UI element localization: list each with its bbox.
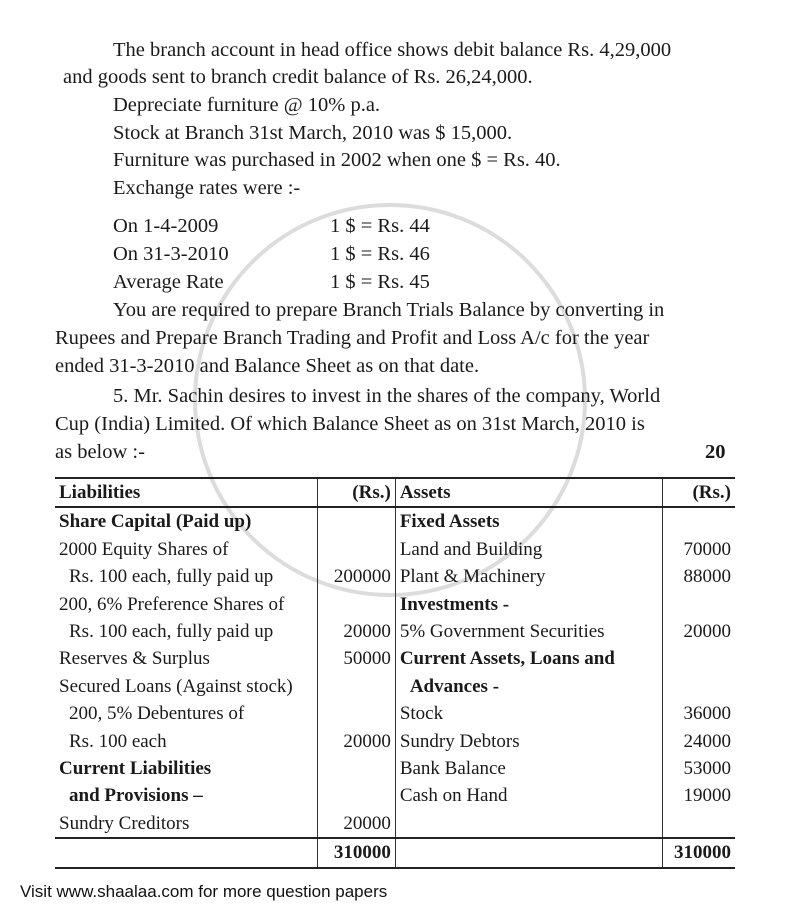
- liability-cell: 2000 Equity Shares of: [59, 538, 229, 560]
- text-line: ended 31-3-2010 and Balance Sheet as on that date.: [55, 355, 480, 377]
- amount-cell: [318, 673, 395, 700]
- asset-cell: Cash on Hand: [399, 785, 508, 807]
- total-amount: 310000: [318, 838, 395, 867]
- text-line: Exchange rates were :-: [113, 177, 301, 199]
- amount-cell: 36000: [663, 700, 735, 727]
- rate-label: On 31-3-2010: [113, 243, 229, 265]
- rate-label: Average Rate: [113, 271, 224, 293]
- table-row: [55, 755, 735, 782]
- table-row: [55, 645, 735, 672]
- amount-cell: 19000: [663, 782, 735, 809]
- liability-cell: Rs. 100 each, fully paid up: [69, 566, 274, 588]
- amount-cell: 20000: [318, 618, 395, 645]
- amount-cell: 88000: [663, 563, 735, 590]
- text-line: Stock at Branch 31st March, 2010 was $ 15,000.: [113, 122, 513, 144]
- amount-cell: 200000: [318, 563, 395, 590]
- liability-cell: Share Capital (Paid up): [59, 511, 252, 533]
- liability-cell: Current Liabilities: [59, 758, 212, 780]
- asset-cell: Current Assets, Loans and: [399, 648, 615, 670]
- total-blank: [395, 838, 662, 867]
- asset-cell: Bank Balance: [399, 758, 506, 780]
- table-row: [55, 536, 735, 563]
- amount-cell: [318, 507, 395, 535]
- amount-cell: 70000: [663, 536, 735, 563]
- asset-cell: Land and Building: [399, 538, 543, 560]
- rate-value: 1 $ = Rs. 45: [330, 271, 430, 293]
- liability-cell: Reserves & Surplus: [59, 648, 210, 670]
- amount-cell: 20000: [663, 618, 735, 645]
- asset-cell: Fixed Assets: [399, 511, 500, 533]
- liability-cell: and Provisions –: [69, 785, 203, 807]
- text-line: Furniture was purchased in 2002 when one $ = Rs. 40.: [113, 149, 561, 171]
- amount-cell: [318, 536, 395, 563]
- asset-cell: Investments -: [399, 593, 510, 615]
- table-row: [55, 728, 735, 755]
- total-amount: 310000: [663, 838, 735, 867]
- asset-cell: Advances -: [409, 675, 500, 697]
- amount-cell: [663, 591, 735, 618]
- amount-cell: [663, 645, 735, 672]
- balance-sheet-table: [55, 477, 735, 869]
- table-row: [55, 700, 735, 727]
- liability-cell: Rs. 100 each, fully paid up: [69, 621, 274, 643]
- text-line: as below :-: [55, 441, 145, 463]
- amount-cell: 53000: [663, 755, 735, 782]
- amount-cell: [318, 755, 395, 782]
- total-row: [55, 838, 735, 867]
- liability-cell: Secured Loans (Against stock): [59, 675, 293, 697]
- header-rs: (Rs.): [663, 478, 735, 507]
- header-rs: (Rs.): [318, 478, 395, 507]
- rate-value: 1 $ = Rs. 44: [330, 215, 430, 237]
- text-line: Rupees and Prepare Branch Trading and Profit and Loss A/c for the year: [55, 327, 650, 349]
- table-row: [55, 507, 735, 535]
- table-row: [55, 563, 735, 590]
- asset-cell: [395, 810, 662, 838]
- amount-cell: 20000: [318, 728, 395, 755]
- asset-cell: Stock: [399, 703, 444, 725]
- asset-cell: 5% Government Securities: [399, 621, 605, 643]
- liability-cell: 200, 6% Preference Shares of: [59, 593, 285, 615]
- amount-cell: [663, 507, 735, 535]
- text-line: The branch account in head office shows debit balance Rs. 4,29,000: [113, 39, 672, 61]
- amount-cell: 50000: [318, 645, 395, 672]
- header-assets: Assets: [395, 478, 662, 507]
- table-row: [55, 618, 735, 645]
- text-line: You are required to prepare Branch Trials Balance by converting in: [113, 299, 665, 321]
- asset-cell: Sundry Debtors: [399, 730, 520, 752]
- amount-cell: [318, 782, 395, 809]
- asset-cell: Plant & Machinery: [399, 566, 546, 588]
- text-line: and goods sent to branch credit balance of Rs. 26,24,000.: [63, 66, 533, 88]
- rate-label: On 1-4-2009: [113, 215, 219, 237]
- header-liabilities: Liabilities: [55, 478, 318, 507]
- table-row: [55, 782, 735, 809]
- table-header-row: [55, 478, 735, 507]
- table-row: [55, 591, 735, 618]
- liability-cell: Rs. 100 each: [69, 730, 167, 752]
- footer-text: Visit www.shaalaa.com for more question papers: [20, 882, 388, 901]
- liability-cell: 200, 5% Debentures of: [69, 703, 245, 725]
- amount-cell: 20000: [318, 810, 395, 838]
- table-body: [55, 507, 735, 867]
- marks-label: 20: [705, 441, 726, 463]
- amount-cell: [663, 673, 735, 700]
- amount-cell: [318, 700, 395, 727]
- text-line: Depreciate furniture @ 10% p.a.: [113, 94, 381, 116]
- table-row: [55, 810, 735, 838]
- text-line: 5. Mr. Sachin desires to invest in the shares of the company, World: [113, 385, 661, 407]
- text-line: Cup (India) Limited. Of which Balance Sheet as on 31st March, 2010 is: [55, 413, 645, 435]
- total-blank: [55, 838, 318, 867]
- amount-cell: [318, 591, 395, 618]
- amount-cell: 24000: [663, 728, 735, 755]
- liability-cell: Sundry Creditors: [59, 812, 190, 834]
- table-row: [55, 673, 735, 700]
- rate-value: 1 $ = Rs. 46: [330, 243, 430, 265]
- amount-cell: [663, 810, 735, 838]
